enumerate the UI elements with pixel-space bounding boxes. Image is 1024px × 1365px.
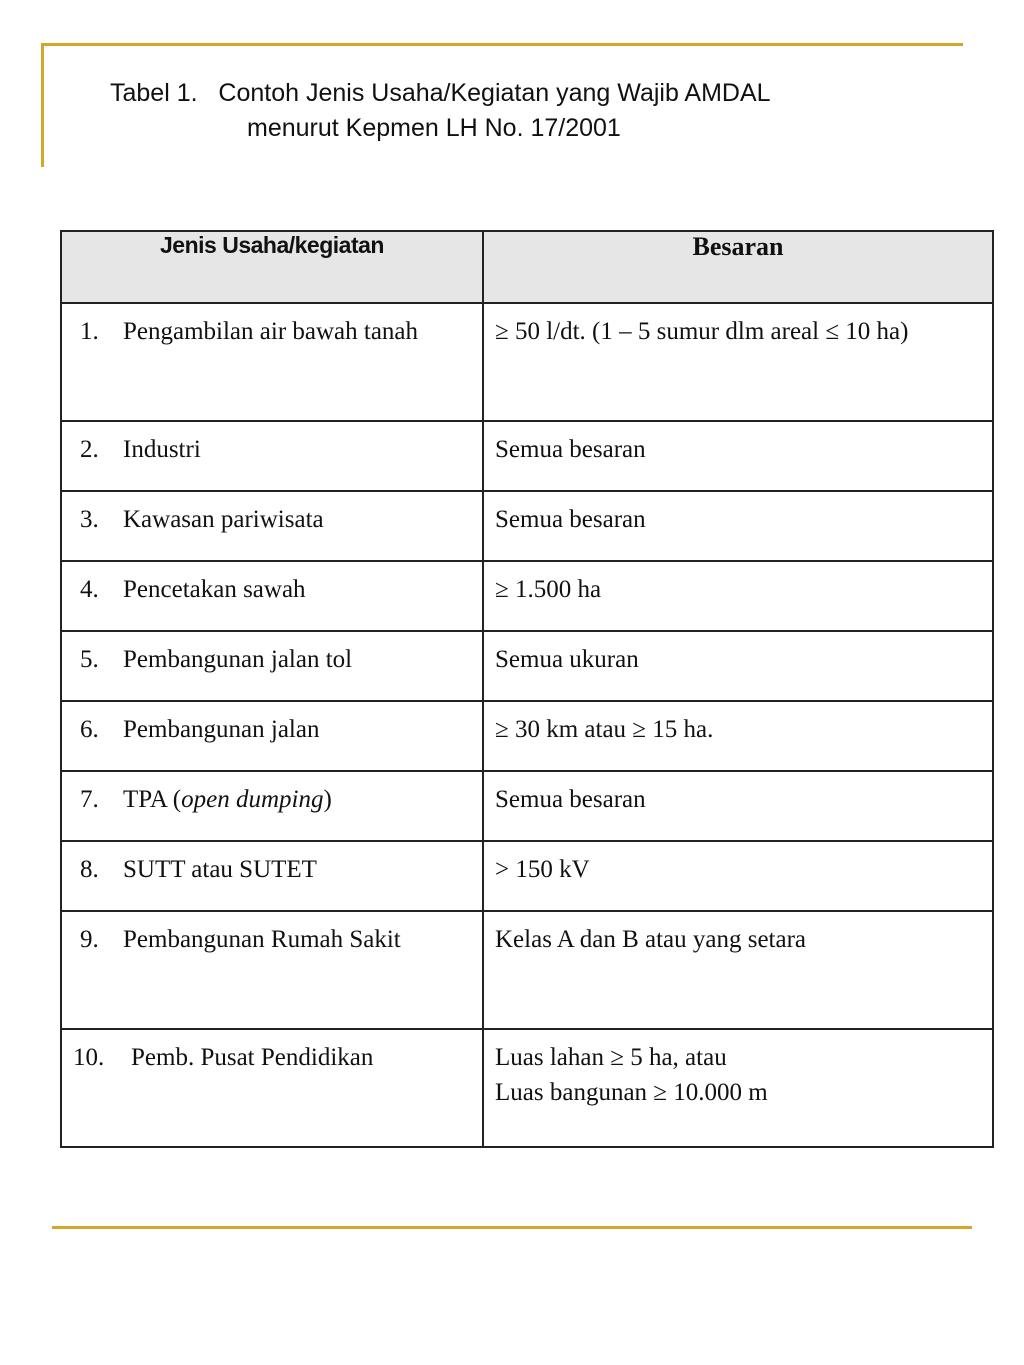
- size-text: Luas lahan ≥ 5 ha, atau: [495, 1044, 727, 1071]
- row-number: 8.: [80, 856, 99, 883]
- size-cell: [483, 911, 993, 1029]
- table-row: [61, 771, 993, 841]
- activity-text: Pembangunan Rumah Sakit: [123, 926, 401, 953]
- table-row: [61, 631, 993, 701]
- table-row: [61, 701, 993, 771]
- size-cell: [483, 491, 993, 561]
- activity-cell: [61, 841, 483, 911]
- activity-cell: [61, 771, 483, 841]
- size-cell: [483, 421, 993, 491]
- table-row: [61, 911, 993, 1029]
- size-text-line-2: Luas bangunan ≥ 10.000 m: [495, 1079, 768, 1106]
- frame-left-line: [41, 43, 44, 167]
- row-number: 3.: [80, 506, 99, 533]
- size-text: Semua besaran: [495, 436, 646, 463]
- size-cell: [483, 631, 993, 701]
- size-cell: [483, 561, 993, 631]
- size-text: Semua ukuran: [495, 646, 639, 673]
- activity-cell: [61, 421, 483, 491]
- title-line-2: menurut Kepmen LH No. 17/2001: [247, 114, 621, 142]
- row-number: 6.: [80, 716, 99, 743]
- activity-text: TPA (: [123, 786, 182, 813]
- activity-cell: [61, 491, 483, 561]
- size-text: Kelas A dan B atau yang setara: [495, 926, 807, 953]
- activity-cell: [61, 303, 483, 421]
- size-cell: [483, 771, 993, 841]
- row-number: 5.: [80, 646, 99, 673]
- size-cell: [483, 303, 993, 421]
- size-text: ≥ 1.500 ha: [495, 576, 602, 603]
- table-row: [61, 421, 993, 491]
- frame-top-line: [42, 43, 963, 46]
- activity-cell: [61, 701, 483, 771]
- header-activity: Jenis Usaha/kegiatan: [61, 231, 483, 303]
- header-size: Besaran: [483, 231, 993, 303]
- table-row: [61, 303, 993, 421]
- table-row: [61, 841, 993, 911]
- table-header-row: [61, 231, 993, 303]
- activity-cell: [61, 631, 483, 701]
- activity-close-paren: ): [323, 786, 332, 813]
- table-row: [61, 1029, 993, 1147]
- page-title: [110, 76, 771, 146]
- row-number: 10.: [73, 1044, 105, 1071]
- activity-text: Pengambilan air bawah tanah: [123, 318, 419, 345]
- activity-cell: [61, 561, 483, 631]
- row-number: 4.: [80, 576, 99, 603]
- size-text: Semua besaran: [495, 786, 646, 813]
- activity-text: SUTT atau SUTET: [123, 856, 317, 883]
- size-cell: [483, 701, 993, 771]
- size-cell: [483, 841, 993, 911]
- activity-text: Pembangunan jalan: [123, 716, 320, 743]
- size-text: > 150 kV: [495, 856, 590, 883]
- size-text: Semua besaran: [495, 506, 646, 533]
- row-number: 1.: [80, 318, 99, 345]
- activity-text: Industri: [123, 436, 201, 463]
- row-number: 9.: [80, 926, 99, 953]
- size-text: ≥ 50 l/dt. (1 – 5 sumur dlm areal ≤ 10 ha): [495, 318, 909, 345]
- activity-cell: [61, 1029, 483, 1147]
- amdal-table: [60, 230, 994, 1148]
- row-number: 2.: [80, 436, 99, 463]
- activity-text: Pencetakan sawah: [123, 576, 306, 603]
- table-row: [61, 561, 993, 631]
- activity-text: Pembangunan jalan tol: [123, 646, 353, 673]
- activity-text: Pemb. Pusat Pendidikan: [131, 1044, 374, 1071]
- size-text: ≥ 30 km atau ≥ 15 ha.: [495, 716, 714, 743]
- frame-bottom-line: [52, 1226, 972, 1229]
- title-line-1: Tabel 1. Contoh Jenis Usaha/Kegiatan yang Wajib AMDAL: [110, 79, 771, 107]
- size-cell: [483, 1029, 993, 1147]
- activity-cell: [61, 911, 483, 1029]
- activity-italic-text: open dumping: [181, 786, 324, 813]
- row-number: 7.: [80, 786, 99, 813]
- activity-text: Kawasan pariwisata: [123, 506, 324, 533]
- table-row: [61, 491, 993, 561]
